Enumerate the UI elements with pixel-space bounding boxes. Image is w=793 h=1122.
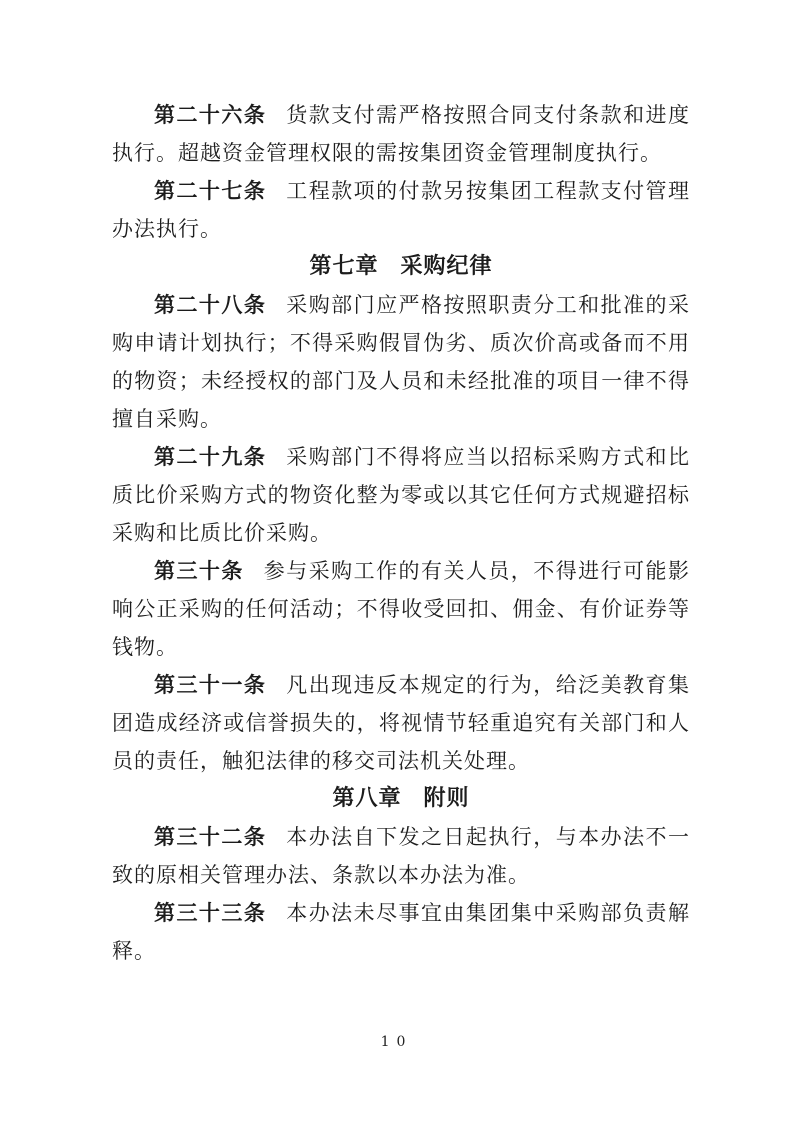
article-paragraph: [112, 666, 690, 780]
article-paragraph: [112, 286, 690, 438]
article-label: 第三十三条: [154, 901, 267, 925]
chapter-heading: [112, 248, 690, 286]
article-text: 凡出现违反本规定的行为，给泛美教育集团造成经济或信誉损失的，将视情节轻重追究有关部门和人员的责任，触犯法律的移交司法机关处理。: [112, 673, 691, 773]
article-text: 本办法自下发之日起执行，与本办法不一致的原相关管理办法、条款以本办法为准。: [112, 825, 691, 887]
article-text: 参与采购工作的有关人员，不得进行可能影响公正采购的任何活动；不得收受回扣、佣金、有价证券等钱物。: [112, 559, 691, 659]
chapter-heading: [112, 780, 690, 818]
article-label: 第三十二条: [154, 825, 267, 849]
chapter-title: 附则: [423, 786, 470, 811]
article-text: 本办法未尽事宜由集团集中采购部负责解释。: [112, 901, 691, 963]
article-paragraph: [112, 438, 690, 552]
article-text: 采购部门应严格按照职责分工和批准的采购申请计划执行；不得采购假冒伪劣、质次价高或备而不用的物资；未经授权的部门及人员和未经批准的项目一律不得擅自采购。: [112, 293, 691, 431]
article-label: 第二十九条: [154, 445, 267, 469]
page-number: 10: [380, 1034, 413, 1050]
chapter-label: 第七章: [309, 254, 379, 279]
article-paragraph: [112, 894, 690, 970]
article-paragraph: [112, 818, 690, 894]
article-text: 货款支付需严格按照合同支付条款和进度执行。超越资金管理权限的需按集团资金管理制度执行。: [112, 103, 691, 165]
article-paragraph: [112, 552, 690, 666]
article-label: 第三十条: [154, 559, 244, 583]
article-paragraph: [112, 96, 690, 172]
article-label: 第二十六条: [154, 103, 267, 127]
document-content: [112, 96, 690, 970]
chapter-label: 第八章: [332, 786, 402, 811]
article-text: 工程款项的付款另按集团工程款支付管理办法执行。: [112, 179, 691, 241]
article-label: 第二十七条: [154, 179, 267, 203]
article-label: 第二十八条: [154, 293, 267, 317]
article-label: 第三十一条: [154, 673, 267, 697]
article-text: 采购部门不得将应当以招标采购方式和比质比价采购方式的物资化整为零或以其它任何方式规避招标采购和比质比价采购。: [112, 445, 691, 545]
article-paragraph: [112, 172, 690, 248]
chapter-title: 采购纪律: [400, 254, 493, 279]
